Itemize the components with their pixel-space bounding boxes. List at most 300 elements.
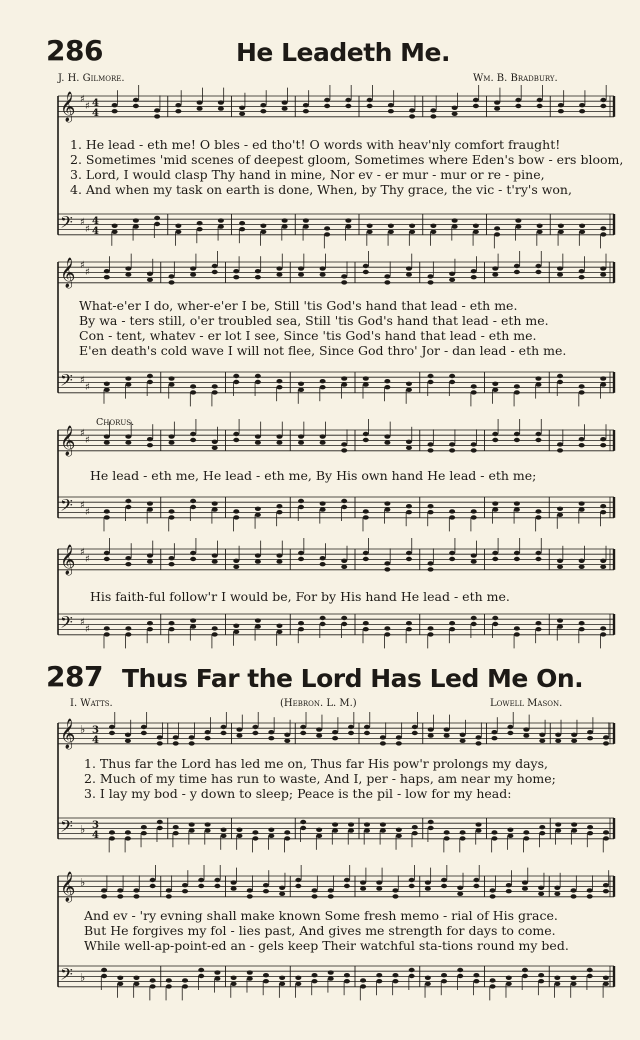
note-head bbox=[341, 442, 347, 446]
note-head bbox=[150, 978, 156, 982]
chorus-label: Chorus. bbox=[96, 417, 135, 428]
treble-clef-icon: 𝄞 bbox=[60, 426, 76, 456]
note-head bbox=[558, 224, 564, 228]
note-head bbox=[320, 556, 326, 560]
note-head bbox=[231, 886, 237, 890]
note-head bbox=[367, 230, 373, 234]
note-head bbox=[538, 979, 544, 983]
note-head bbox=[169, 515, 175, 519]
note-head bbox=[295, 982, 301, 986]
note-head bbox=[154, 222, 160, 226]
note-head bbox=[535, 551, 541, 555]
note-head bbox=[101, 968, 107, 972]
note-head bbox=[255, 434, 261, 438]
sharp-icon: ♯ bbox=[80, 547, 85, 558]
note-head bbox=[396, 741, 402, 745]
note-head bbox=[255, 440, 261, 444]
note-head bbox=[147, 380, 153, 384]
note-head bbox=[490, 888, 496, 892]
note-head bbox=[214, 976, 220, 980]
note-head bbox=[406, 510, 412, 514]
note-head bbox=[263, 979, 269, 983]
note-head bbox=[428, 727, 434, 731]
note-head bbox=[535, 627, 541, 631]
note-head bbox=[515, 218, 521, 222]
note-head bbox=[406, 557, 412, 561]
note-head bbox=[166, 978, 172, 982]
note-head bbox=[409, 968, 415, 972]
note-head bbox=[169, 509, 175, 513]
note-head bbox=[173, 735, 179, 739]
note-head bbox=[360, 978, 366, 982]
flat-icon: ♭ bbox=[80, 823, 86, 836]
note-head bbox=[579, 103, 585, 107]
note-head bbox=[471, 390, 477, 394]
note-head bbox=[367, 104, 373, 108]
note-head bbox=[218, 100, 224, 104]
time-signature-top: 3 bbox=[92, 725, 99, 736]
note-head bbox=[279, 892, 285, 896]
treble-clef-icon: 𝄞 bbox=[60, 545, 76, 575]
note-head bbox=[494, 226, 500, 230]
note-head bbox=[523, 836, 529, 840]
note-head bbox=[173, 825, 179, 829]
note-head bbox=[320, 434, 326, 438]
note-head bbox=[579, 109, 585, 113]
note-head bbox=[600, 232, 606, 236]
note-head bbox=[231, 880, 237, 884]
note-head bbox=[233, 515, 239, 519]
time-signature-bottom: 4 bbox=[92, 226, 99, 237]
note-head bbox=[449, 627, 455, 631]
note-head bbox=[125, 733, 131, 737]
note-head bbox=[300, 820, 306, 824]
note-head bbox=[364, 725, 370, 729]
note-head bbox=[298, 499, 304, 503]
note-head bbox=[125, 830, 131, 834]
flat-icon: ♭ bbox=[80, 971, 86, 984]
note-head bbox=[428, 632, 434, 636]
note-head bbox=[341, 274, 347, 278]
note-head bbox=[514, 384, 520, 388]
note-head bbox=[348, 828, 354, 832]
note-head bbox=[150, 884, 156, 888]
note-head bbox=[425, 982, 431, 986]
note-head bbox=[233, 374, 239, 378]
note-head bbox=[367, 98, 373, 102]
note-head bbox=[255, 513, 261, 517]
note-head bbox=[535, 376, 541, 380]
lyric-line: 2. Sometimes 'mid scenes of deepest gloom, Sometimes where Eden's bow - ers bloom, bbox=[70, 152, 624, 167]
note-head bbox=[409, 108, 415, 112]
note-head bbox=[316, 727, 322, 731]
sharp-icon: ♯ bbox=[80, 428, 85, 439]
note-head bbox=[189, 828, 195, 832]
note-head bbox=[332, 736, 338, 740]
note-head bbox=[444, 727, 450, 731]
note-head bbox=[190, 390, 196, 394]
note-head bbox=[587, 730, 593, 734]
note-head bbox=[125, 376, 131, 380]
note-head bbox=[535, 621, 541, 625]
note-head bbox=[428, 504, 434, 508]
note-head bbox=[557, 448, 563, 452]
note-head bbox=[587, 736, 593, 740]
note-head bbox=[348, 822, 354, 826]
note-head bbox=[360, 880, 366, 884]
note-head bbox=[147, 501, 153, 505]
note-head bbox=[190, 272, 196, 276]
treble-clef-icon: 𝄞 bbox=[60, 258, 76, 288]
note-head bbox=[444, 830, 450, 834]
note-head bbox=[233, 630, 239, 634]
note-head bbox=[332, 730, 338, 734]
note-head bbox=[133, 888, 139, 892]
note-head bbox=[205, 822, 211, 826]
note-head bbox=[341, 280, 347, 284]
note-head bbox=[579, 275, 585, 279]
note-head bbox=[133, 224, 139, 228]
note-head bbox=[157, 741, 163, 745]
note-head bbox=[320, 440, 326, 444]
note-head bbox=[214, 970, 220, 974]
note-head bbox=[212, 446, 218, 450]
note-head bbox=[212, 559, 218, 563]
note-head bbox=[104, 269, 110, 273]
note-head bbox=[492, 557, 498, 561]
note-head bbox=[263, 889, 269, 893]
note-head bbox=[303, 224, 309, 228]
note-head bbox=[384, 501, 390, 505]
note-head bbox=[175, 109, 181, 113]
sharp-icon: ♯ bbox=[80, 617, 85, 628]
note-head bbox=[233, 624, 239, 628]
note-head bbox=[276, 385, 282, 389]
note-head bbox=[341, 505, 347, 509]
note-head bbox=[406, 551, 412, 555]
sharp-icon: ♯ bbox=[85, 267, 90, 278]
note-head bbox=[406, 266, 412, 270]
note-head bbox=[409, 878, 415, 882]
note-head bbox=[441, 884, 447, 888]
note-head bbox=[557, 618, 563, 622]
note-head bbox=[300, 725, 306, 729]
note-head bbox=[117, 976, 123, 980]
note-head bbox=[490, 894, 496, 898]
note-head bbox=[166, 984, 172, 988]
note-head bbox=[166, 894, 172, 898]
note-head bbox=[557, 624, 563, 628]
note-head bbox=[428, 374, 434, 378]
note-head bbox=[218, 224, 224, 228]
note-head bbox=[218, 106, 224, 110]
note-head bbox=[428, 442, 434, 446]
note-head bbox=[476, 828, 482, 832]
sharp-icon: ♯ bbox=[85, 435, 90, 446]
note-head bbox=[284, 739, 290, 743]
treble-clef-icon: 𝄞 bbox=[60, 719, 76, 749]
sharp-icon: ♯ bbox=[85, 382, 90, 393]
note-head bbox=[104, 382, 110, 386]
note-head bbox=[449, 278, 455, 282]
bass-clef-icon: 𝄢 bbox=[60, 370, 73, 394]
note-head bbox=[363, 551, 369, 555]
note-head bbox=[233, 565, 239, 569]
note-head bbox=[169, 562, 175, 566]
note-head bbox=[260, 224, 266, 228]
note-head bbox=[154, 108, 160, 112]
note-head bbox=[579, 230, 585, 234]
note-head bbox=[412, 731, 418, 735]
note-head bbox=[557, 266, 563, 270]
author-credit: J. H. Gilmore. bbox=[58, 73, 125, 84]
note-head bbox=[492, 272, 498, 276]
note-head bbox=[198, 968, 204, 972]
time-signature-bottom: 4 bbox=[92, 830, 99, 841]
note-head bbox=[506, 883, 512, 887]
note-head bbox=[406, 440, 412, 444]
note-head bbox=[491, 736, 497, 740]
note-head bbox=[189, 822, 195, 826]
note-head bbox=[189, 735, 195, 739]
note-head bbox=[412, 831, 418, 835]
note-head bbox=[471, 553, 477, 557]
note-head bbox=[109, 830, 115, 834]
note-head bbox=[507, 834, 513, 838]
note-head bbox=[276, 434, 282, 438]
sharp-icon: ♯ bbox=[80, 260, 85, 271]
note-head bbox=[344, 884, 350, 888]
note-head bbox=[263, 973, 269, 977]
note-head bbox=[449, 442, 455, 446]
note-head bbox=[557, 380, 563, 384]
time-signature-bottom: 4 bbox=[92, 735, 99, 746]
note-head bbox=[473, 878, 479, 882]
note-head bbox=[252, 836, 258, 840]
note-head bbox=[579, 437, 585, 441]
note-head bbox=[141, 831, 147, 835]
bass-clef-icon: 𝄢 bbox=[60, 612, 73, 636]
note-head bbox=[298, 388, 304, 392]
note-head bbox=[571, 888, 577, 892]
note-head bbox=[384, 385, 390, 389]
note-head bbox=[268, 736, 274, 740]
note-head bbox=[538, 973, 544, 977]
note-head bbox=[247, 888, 253, 892]
note-head bbox=[239, 106, 245, 110]
note-head bbox=[449, 621, 455, 625]
note-head bbox=[360, 984, 366, 988]
note-head bbox=[364, 828, 370, 832]
note-head bbox=[104, 632, 110, 636]
note-head bbox=[603, 830, 609, 834]
note-head bbox=[579, 224, 585, 228]
note-head bbox=[392, 888, 398, 892]
note-head bbox=[457, 968, 463, 972]
note-head bbox=[444, 733, 450, 737]
note-head bbox=[298, 440, 304, 444]
note-head bbox=[212, 626, 218, 630]
note-head bbox=[328, 970, 334, 974]
note-head bbox=[320, 379, 326, 383]
note-head bbox=[449, 509, 455, 513]
lyric-line: 2. Much of my time has run to waste, And I, per - haps, am near my home; bbox=[84, 771, 556, 786]
note-head bbox=[239, 112, 245, 116]
note-head bbox=[345, 218, 351, 222]
note-head bbox=[312, 973, 318, 977]
note-head bbox=[117, 894, 123, 898]
note-head bbox=[449, 272, 455, 276]
note-head bbox=[452, 224, 458, 228]
note-head bbox=[233, 269, 239, 273]
note-head bbox=[392, 979, 398, 983]
note-head bbox=[384, 434, 390, 438]
note-head bbox=[539, 825, 545, 829]
note-head bbox=[157, 820, 163, 824]
note-head bbox=[376, 973, 382, 977]
note-head bbox=[284, 830, 290, 834]
note-head bbox=[409, 114, 415, 118]
note-head bbox=[471, 515, 477, 519]
note-head bbox=[276, 559, 282, 563]
note-head bbox=[125, 266, 131, 270]
note-head bbox=[282, 106, 288, 110]
note-head bbox=[175, 224, 181, 228]
note-head bbox=[101, 888, 107, 892]
time-signature-top: 3 bbox=[92, 820, 99, 831]
note-head bbox=[125, 434, 131, 438]
note-head bbox=[535, 264, 541, 268]
note-head bbox=[430, 108, 436, 112]
note-head bbox=[449, 557, 455, 561]
note-head bbox=[312, 894, 318, 898]
note-head bbox=[412, 825, 418, 829]
note-head bbox=[104, 388, 110, 392]
note-head bbox=[471, 275, 477, 279]
note-head bbox=[345, 224, 351, 228]
note-head bbox=[112, 109, 118, 113]
note-head bbox=[539, 739, 545, 743]
note-head bbox=[276, 553, 282, 557]
note-head bbox=[125, 556, 131, 560]
note-head bbox=[190, 438, 196, 442]
note-head bbox=[457, 974, 463, 978]
note-head bbox=[279, 976, 285, 980]
note-head bbox=[182, 889, 188, 893]
note-head bbox=[363, 432, 369, 436]
note-head bbox=[125, 739, 131, 743]
note-head bbox=[449, 374, 455, 378]
note-head bbox=[579, 384, 585, 388]
note-head bbox=[539, 831, 545, 835]
note-head bbox=[320, 562, 326, 566]
note-head bbox=[535, 432, 541, 436]
note-head bbox=[363, 438, 369, 442]
author-credit: I. Watts. bbox=[70, 698, 113, 709]
note-head bbox=[523, 727, 529, 731]
note-head bbox=[603, 982, 609, 986]
note-head bbox=[341, 448, 347, 452]
note-head bbox=[441, 878, 447, 882]
note-head bbox=[514, 438, 520, 442]
note-head bbox=[460, 830, 466, 834]
note-head bbox=[320, 622, 326, 626]
note-head bbox=[190, 384, 196, 388]
note-head bbox=[557, 374, 563, 378]
note-head bbox=[104, 557, 110, 561]
note-head bbox=[255, 507, 261, 511]
note-head bbox=[157, 826, 163, 830]
note-head bbox=[344, 979, 350, 983]
note-head bbox=[233, 438, 239, 442]
note-head bbox=[112, 224, 118, 228]
note-head bbox=[514, 557, 520, 561]
note-head bbox=[247, 894, 253, 898]
note-head bbox=[212, 264, 218, 268]
note-head bbox=[104, 515, 110, 519]
note-head bbox=[198, 878, 204, 882]
note-head bbox=[212, 270, 218, 274]
note-head bbox=[154, 114, 160, 118]
note-head bbox=[384, 507, 390, 511]
note-head bbox=[515, 224, 521, 228]
note-head bbox=[579, 507, 585, 511]
note-head bbox=[428, 567, 434, 571]
note-head bbox=[600, 437, 606, 441]
lyric-line: But He forgives my fol - lies past, And gives me strength for days to come. bbox=[84, 923, 556, 938]
note-head bbox=[312, 888, 318, 892]
note-head bbox=[471, 616, 477, 620]
note-head bbox=[345, 104, 351, 108]
note-head bbox=[579, 565, 585, 569]
note-head bbox=[147, 553, 153, 557]
composer-credit: Lowell Mason. bbox=[490, 698, 563, 709]
lyric-line: 1. He lead - eth me! O bles - ed tho't! O words with heav'nly comfort fraught! bbox=[70, 137, 561, 152]
note-head bbox=[406, 504, 412, 508]
note-head bbox=[406, 621, 412, 625]
note-head bbox=[276, 624, 282, 628]
note-head bbox=[555, 822, 561, 826]
note-head bbox=[236, 828, 242, 832]
note-head bbox=[112, 230, 118, 234]
note-head bbox=[600, 376, 606, 380]
note-head bbox=[125, 836, 131, 840]
note-head bbox=[571, 894, 577, 898]
note-head bbox=[555, 828, 561, 832]
note-head bbox=[133, 982, 139, 986]
note-head bbox=[535, 515, 541, 519]
note-head bbox=[154, 216, 160, 220]
note-head bbox=[221, 828, 227, 832]
note-head bbox=[276, 510, 282, 514]
note-head bbox=[471, 269, 477, 273]
lyric-line: 3. Lord, I would clasp Thy hand in mine, Nor ev - er mur - mur or re - pine, bbox=[70, 167, 545, 182]
note-head bbox=[600, 98, 606, 102]
note-head bbox=[428, 280, 434, 284]
note-head bbox=[409, 884, 415, 888]
note-head bbox=[104, 509, 110, 513]
note-head bbox=[428, 274, 434, 278]
note-head bbox=[396, 828, 402, 832]
note-head bbox=[175, 103, 181, 107]
note-head bbox=[471, 622, 477, 626]
note-head bbox=[514, 632, 520, 636]
note-head bbox=[476, 741, 482, 745]
note-head bbox=[554, 982, 560, 986]
note-head bbox=[587, 825, 593, 829]
note-head bbox=[255, 618, 261, 622]
note-head bbox=[205, 828, 211, 832]
